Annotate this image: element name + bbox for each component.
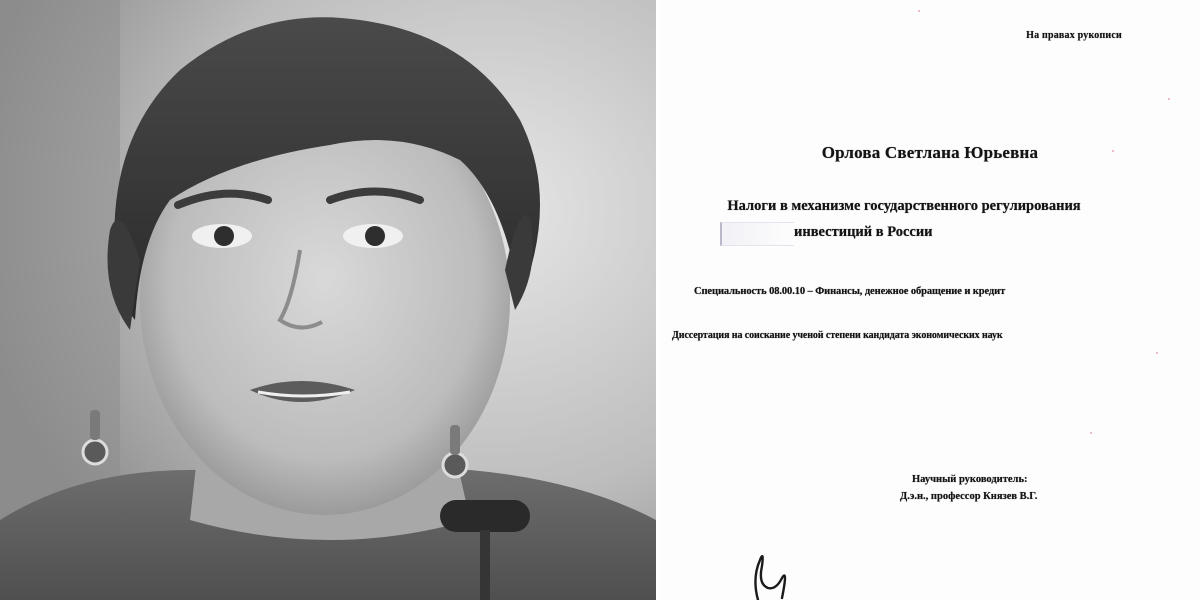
scan-speck: [918, 10, 920, 12]
scan-speck: [1168, 98, 1170, 100]
specialty-line: Специальность 08.00.10 – Финансы, денежное обращение и кредит: [694, 286, 1006, 297]
degree-line: Диссертация на соискание ученой степени кандидата экономических наук: [672, 330, 1003, 341]
advisor-name: Д.э.н., профессор Князев В.Г.: [900, 491, 1038, 502]
scan-speck: [1156, 352, 1158, 354]
author-name: Орлова Светлана Юрьевна: [821, 143, 1039, 162]
scan-speck: [1112, 150, 1114, 152]
scan-speck: [1090, 432, 1092, 434]
advisor-label: Научный руководитель:: [912, 474, 1028, 485]
manuscript-rights-note: На правах рукописи: [1026, 30, 1122, 41]
dissertation-title-line-1: Налоги в механизме государственного регулирования: [727, 198, 1081, 214]
redaction-mark: [720, 222, 794, 246]
signature-mark: [738, 548, 808, 600]
scanned-document: [660, 0, 1200, 600]
dissertation-title-line-2: инвестиций в России: [794, 224, 933, 240]
